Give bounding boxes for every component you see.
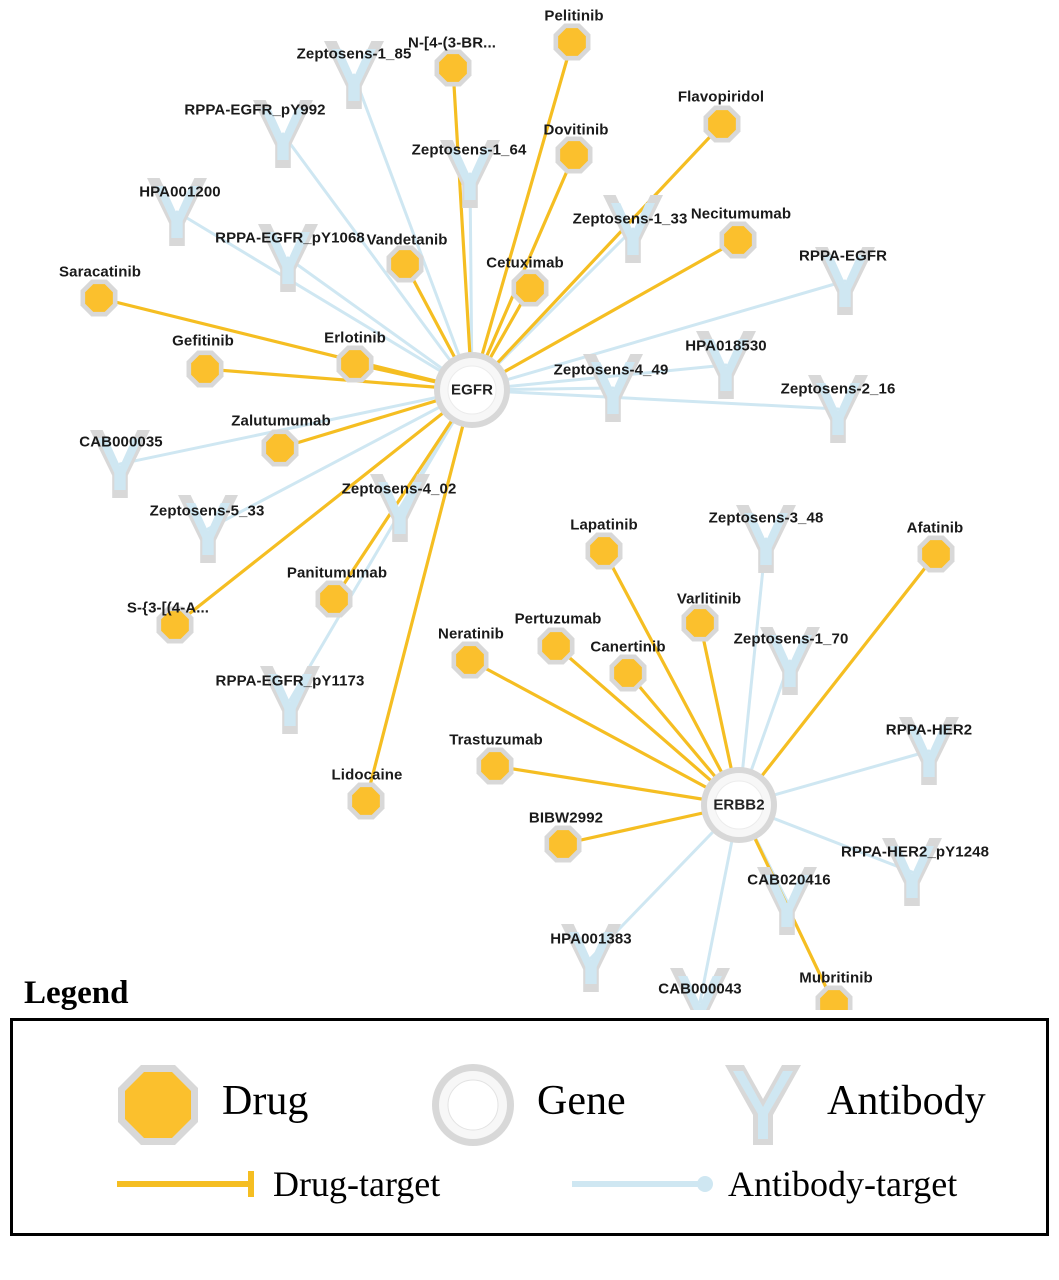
antibody-label: Zeptosens-5_33 xyxy=(149,502,265,520)
legend-label-drug: Drug xyxy=(222,1078,309,1124)
drug-node[interactable] xyxy=(545,826,582,863)
antibody-label: Zeptosens-4_49 xyxy=(553,361,669,379)
legend-item-drug xyxy=(108,1051,308,1151)
drug-label: Zalutumumab xyxy=(231,412,331,430)
drug-label: Varlitinib xyxy=(676,590,742,608)
legend-item-antibody-target xyxy=(568,1163,957,1205)
drug-node[interactable] xyxy=(477,748,514,785)
drug-label: Vandetanib xyxy=(366,231,448,249)
antibody-label: RPPA-EGFR_pY1173 xyxy=(215,672,365,690)
legend-label-gene: Gene xyxy=(537,1078,626,1124)
drug-node[interactable] xyxy=(682,605,719,642)
antibody-label: HPA018530 xyxy=(685,337,767,355)
drug-node[interactable] xyxy=(554,24,591,61)
antibody-label: RPPA-EGFR_pY1068 xyxy=(215,229,365,247)
drug-label: Lapatinib xyxy=(570,516,638,534)
antibody-label: Zeptosens-3_48 xyxy=(708,509,824,527)
legend-label-drug-target: Drug-target xyxy=(273,1164,441,1204)
drug-target-edge-icon xyxy=(113,1164,263,1204)
drug-target-edge xyxy=(739,554,936,805)
legend-box xyxy=(10,1018,1049,1236)
antibody-label: Zeptosens-1_85 xyxy=(296,45,412,63)
drug-node[interactable] xyxy=(348,783,385,820)
drug-label: Mubritinib xyxy=(799,969,873,987)
antibody-target-edge-icon xyxy=(568,1164,718,1204)
antibody-label: CAB000035 xyxy=(79,433,163,451)
drug-node[interactable] xyxy=(720,222,757,259)
gene-icon xyxy=(423,1051,523,1151)
drug-label: Cetuximab xyxy=(486,254,564,272)
drug-label: Pelitinib xyxy=(544,7,604,25)
drug-label: Afatinib xyxy=(906,519,964,537)
drug-node[interactable] xyxy=(452,642,489,679)
drug-node[interactable] xyxy=(918,536,955,573)
drug-node[interactable] xyxy=(538,628,575,665)
drug-label: Necitumumab xyxy=(690,205,792,223)
drug-node[interactable] xyxy=(586,533,623,570)
drug-label: Lidocaine xyxy=(331,766,403,784)
gene-label: EGFR xyxy=(450,381,494,399)
antibody-label: RPPA-EGFR_pY992 xyxy=(184,101,326,119)
antibody-label: HPA001200 xyxy=(139,183,221,201)
drug-label: Trastuzumab xyxy=(449,731,543,749)
antibody-label: RPPA-HER2_pY1248 xyxy=(840,843,990,861)
drug-node[interactable] xyxy=(262,430,299,467)
drug-node[interactable] xyxy=(556,137,593,174)
drug-label: Erlotinib xyxy=(324,329,386,347)
drug-label: Panitumumab xyxy=(286,564,388,582)
drug-node[interactable] xyxy=(435,50,472,87)
legend-item-antibody xyxy=(713,1051,986,1151)
legend xyxy=(0,975,1059,1236)
antibody-label: Zeptosens-4_02 xyxy=(341,480,457,498)
legend-label-antibody: Antibody xyxy=(827,1078,986,1124)
antibody-label: Zeptosens-2_16 xyxy=(780,380,896,398)
drug-label: N-[4-(3-BR... xyxy=(408,34,496,52)
drug-node[interactable] xyxy=(187,351,224,388)
antibody-icon xyxy=(713,1051,813,1151)
drug-node[interactable] xyxy=(316,581,353,618)
drug-label: Pertuzumab xyxy=(514,610,602,628)
antibody-label: CAB000043 xyxy=(658,980,742,998)
drug-label: Neratinib xyxy=(438,625,504,643)
drug-label: BIBW2992 xyxy=(528,809,604,827)
drug-node[interactable] xyxy=(81,280,118,317)
drug-label: Saracatinib xyxy=(59,263,141,281)
legend-label-antibody-target: Antibody-target xyxy=(728,1164,958,1204)
antibody-label: CAB020416 xyxy=(747,871,831,889)
antibody-label: Zeptosens-1_70 xyxy=(733,630,849,648)
drug-node[interactable] xyxy=(387,246,424,283)
drug-node[interactable] xyxy=(610,655,647,692)
legend-item-gene xyxy=(423,1051,626,1151)
drug-label: Dovitinib xyxy=(543,121,609,139)
drug-label: Canertinib xyxy=(590,638,666,656)
gene-label: ERBB2 xyxy=(713,796,765,814)
drug-label: Flavopiridol xyxy=(677,88,765,106)
antibody-label: RPPA-HER2 xyxy=(885,721,973,739)
antibody-label: Zeptosens-1_64 xyxy=(411,141,527,159)
drug-node[interactable] xyxy=(704,106,741,143)
drug-node[interactable] xyxy=(337,346,374,383)
drug-icon xyxy=(108,1051,208,1151)
drug-label: S-{3-[(4-A... xyxy=(126,599,210,617)
legend-item-drug-target xyxy=(113,1163,440,1205)
drug-node[interactable] xyxy=(512,270,549,307)
antibody-label: HPA001383 xyxy=(550,930,632,948)
antibody-label: Zeptosens-1_33 xyxy=(572,210,688,228)
legend-title: Legend xyxy=(24,975,129,1011)
antibody-label: RPPA-EGFR xyxy=(798,247,888,265)
drug-label: Gefitinib xyxy=(172,332,234,350)
